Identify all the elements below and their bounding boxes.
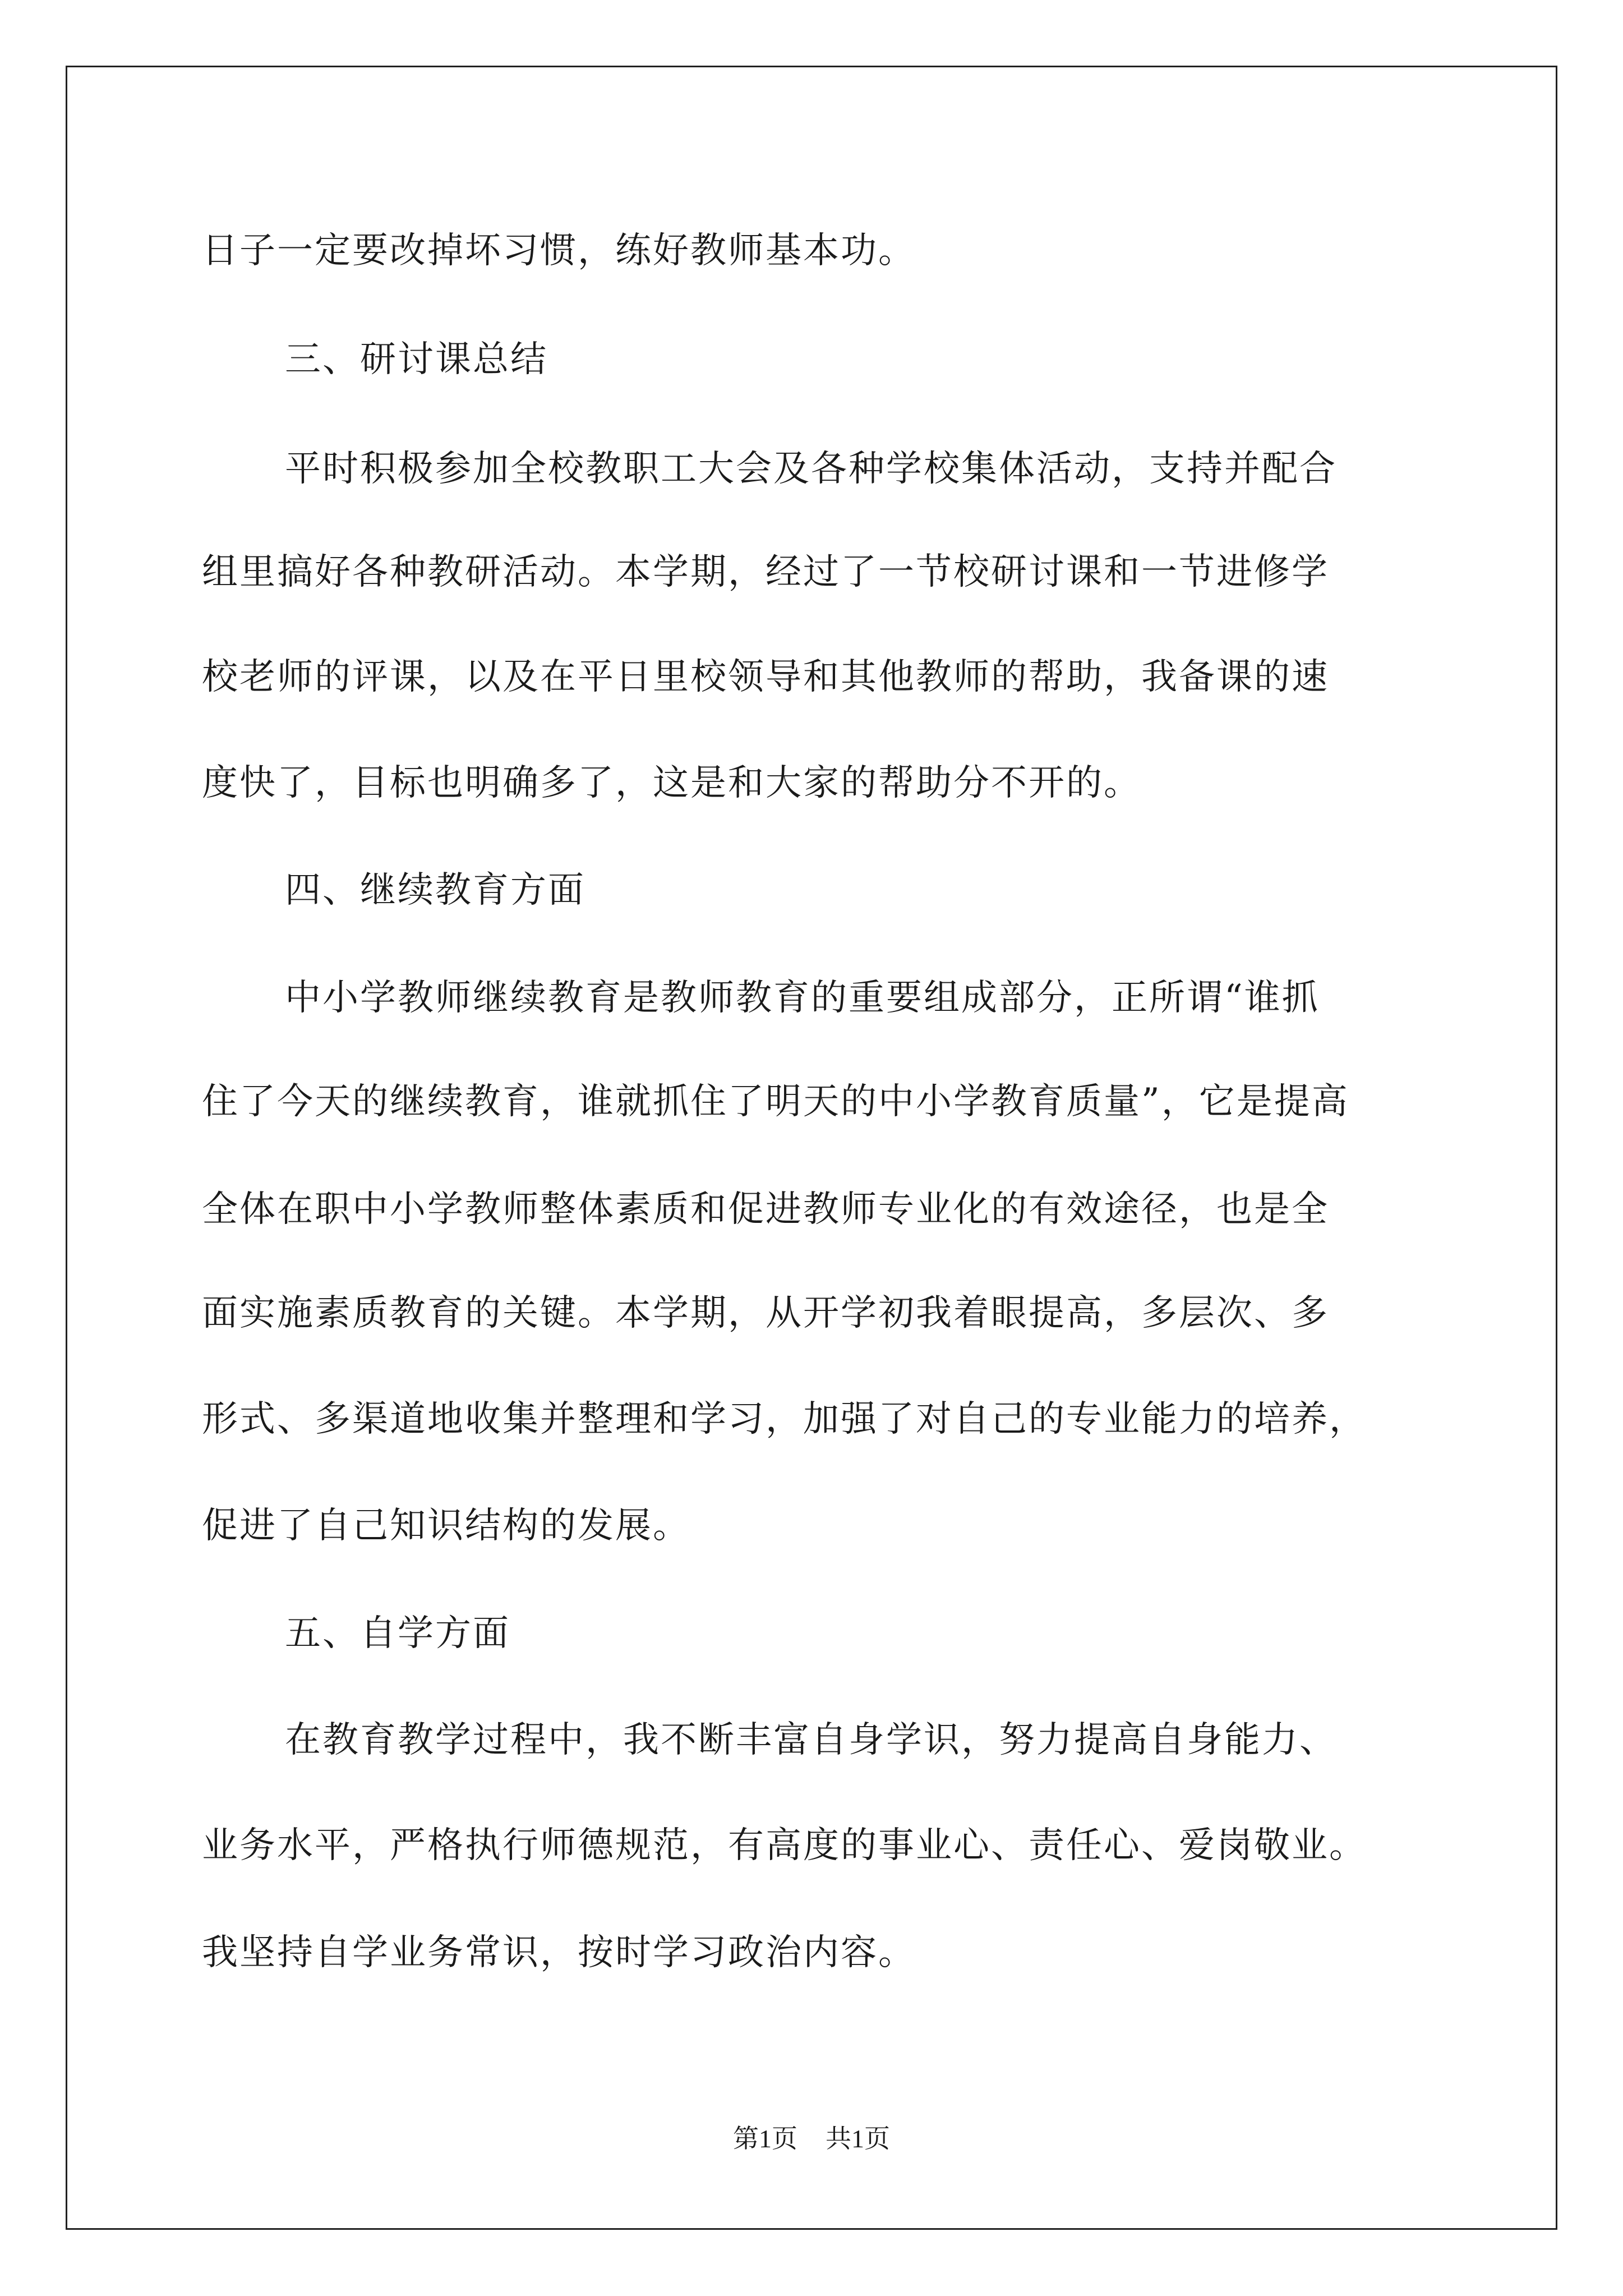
page-total: 共1页 bbox=[826, 2124, 890, 2153]
body-text-line: 日子一定要改掉坏习惯，练好教师基本功。 bbox=[202, 230, 916, 272]
body-text-line: 平时积极参加全校教职工大会及各种学校集体活动，支持并配合 bbox=[285, 448, 1337, 490]
body-text-line: 业务水平，严格执行师德规范，有高度的事业心、责任心、爱岗敬业。 bbox=[202, 1825, 1367, 1866]
section-heading: 三、研讨课总结 bbox=[285, 339, 548, 380]
body-text-line: 住了今天的继续教育，谁就抓住了明天的中小学教育质量”，它是提高 bbox=[202, 1081, 1349, 1122]
body-text-line: 校老师的评课，以及在平日里校领导和其他教师的帮助，我备课的速 bbox=[202, 656, 1329, 698]
body-text-line: 中小学教师继续教育是教师教育的重要组成部分，正所谓“谁抓 bbox=[285, 977, 1320, 1019]
section-heading: 四、继续教育方面 bbox=[285, 869, 585, 911]
page-number: 第1页 bbox=[733, 2124, 797, 2153]
body-text-line: 在教育教学过程中，我不断丰富自身学识，努力提高自身能力、 bbox=[285, 1719, 1337, 1761]
body-text-line: 组里搞好各种教研活动。本学期，经过了一节校研讨课和一节进修学 bbox=[202, 551, 1329, 593]
body-text-line: 全体在职中小学教师整体素质和促进教师专业化的有效途径，也是全 bbox=[202, 1189, 1329, 1230]
body-text-line: 我坚持自学业务常识，按时学习政治内容。 bbox=[202, 1932, 916, 1973]
page-footer bbox=[0, 2123, 1623, 2155]
body-text-line: 度快了，目标也明确多了，这是和大家的帮助分不开的。 bbox=[202, 762, 1141, 804]
section-heading: 五、自学方面 bbox=[285, 1613, 510, 1654]
body-text-line: 面实施素质教育的关键。本学期，从开学初我着眼提高，多层次、多 bbox=[202, 1292, 1329, 1334]
page-frame bbox=[66, 66, 1557, 2230]
body-text-line: 促进了自己知识结构的发展。 bbox=[202, 1505, 690, 1547]
body-text-line: 形式、多渠道地收集并整理和学习，加强了对自己的专业能力的培养， bbox=[202, 1398, 1367, 1440]
